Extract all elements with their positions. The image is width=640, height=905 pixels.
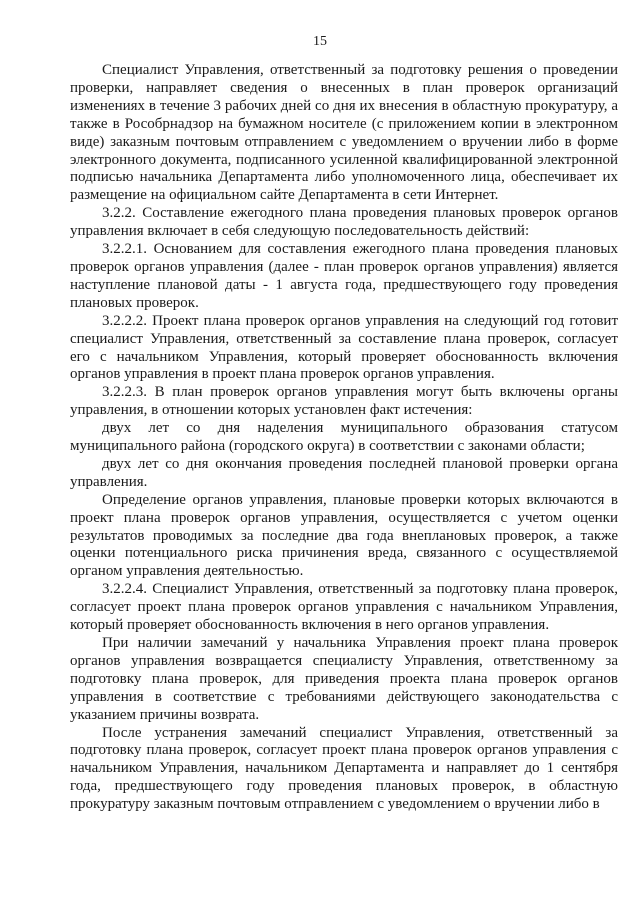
document-body	[70, 62, 618, 814]
paragraph-3-2-2: 3.2.2. Составление ежегодного плана проведения плановых проверок органов управления включает в себя следующую последовательность действий:	[70, 205, 618, 240]
paragraph-definition: Определение органов управления, плановые проверки которых включаются в проект плана проверок органов управления, осуществляется с учетом оценки результатов проводимых за последние два года внеплановых проверок, а также оценки потенциального риска причинения вреда, связанного с осуществляемой органом управления деятельностью.	[70, 491, 618, 580]
paragraph-3-2-2-2: 3.2.2.2. Проект плана проверок органов управления на следующий год готовит специалист Управления, ответственный за составление плана проверок, согласует его с начальником Управления, который проверяет обоснованность включения органов управления в проект плана проверок органов управления.	[70, 312, 618, 383]
paragraph-3-2-2-3: 3.2.2.3. В план проверок органов управления могут быть включены органы управления, в отношении которых установлен факт истечения:	[70, 384, 618, 419]
page-number: 15	[313, 34, 327, 49]
paragraph-1: Специалист Управления, ответственный за подготовку решения о проведении проверки, направляет сведения о внесенных в план проверок организаций изменениях в течение 3 рабочих дней со дня их внесения в областную прокуратуру, а также в Рособрнадзор на бумажном носителе (с приложением копии в электронном виде) заказным почтовым отправлением с уведомлением о вручении либо в форме электронного документа, подписанного усиленной квалифицированной электронной подписью начальника Департамента либо уполномоченного лица, обеспечивает их размещение на официальном сайте Департамента в сети Интернет.	[70, 62, 618, 204]
paragraph-3-2-2-4: 3.2.2.4. Специалист Управления, ответственный за подготовку плана проверок, согласует проект плана проверок органов управления с начальником Управления, который проверяет обоснованность включения в него органов управления.	[70, 581, 618, 634]
list-item-2: двух лет со дня окончания проведения последней плановой проверки органа управления.	[70, 455, 618, 490]
paragraph-remarks: При наличии замечаний у начальника Управления проект плана проверок органов управления возвращается специалисту Управления, ответственному за подготовку плана проверок, для приведения проекта плана проверок органов управления в соответствие с требованиями действующего законодательства с указанием причины возврата.	[70, 635, 618, 723]
paragraph-after-remarks: После устранения замечаний специалист Управления, ответственный за подготовку плана проверок, согласует проект плана проверок органов управления с начальником Управления, начальником Департамента и направляет до 1 сентября года, предшествующего году проведения плановых проверок, в областную прокуратуру заказным почтовым отправлением с уведомлением о вручении либо в	[70, 724, 618, 813]
list-item-1: двух лет со дня наделения муниципального образования статусом муниципального района (городского округа) в соответствии с законами области;	[70, 420, 618, 455]
paragraph-3-2-2-1: 3.2.2.1. Основанием для составления ежегодного плана проведения плановых проверок органов управления (далее - план проверок органов управления) является наступление плановой даты - 1 августа года, предшествующего году проведения плановых проверок.	[70, 241, 618, 311]
